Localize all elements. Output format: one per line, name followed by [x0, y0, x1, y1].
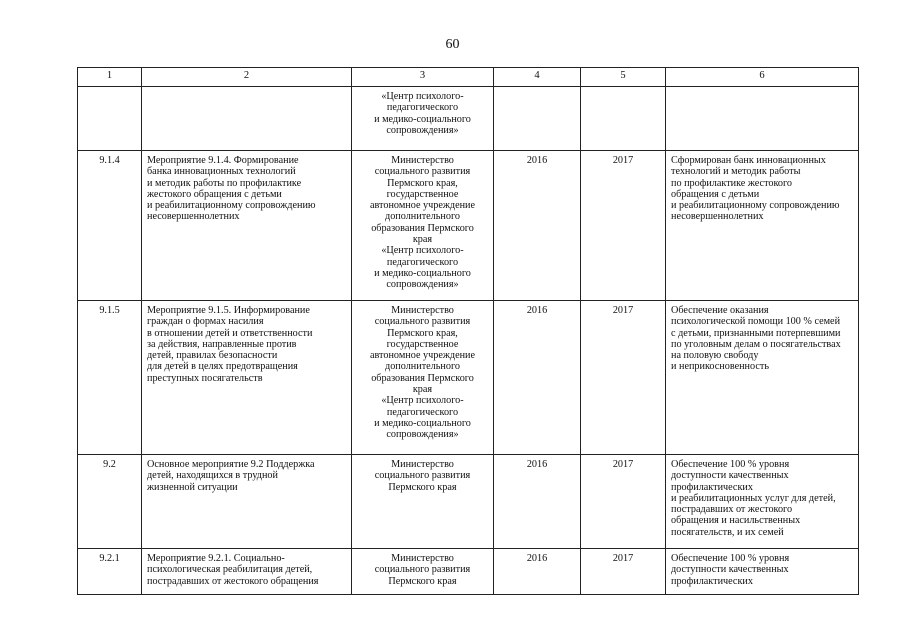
executor-cell: Министерство социального развития Пермского края: [352, 455, 494, 549]
activity-cell: [142, 87, 352, 151]
row-number-cell: 9.1.4: [78, 151, 142, 301]
program-table: [77, 67, 859, 595]
row-number-cell: 9.1.5: [78, 301, 142, 455]
executor-cell: Министерство социального развития Пермского края, государственное автономное учреждение дополнительного образования Пермского края «Центр психолого- педагогического и медико-социального сопровождения»: [352, 151, 494, 301]
result-cell: [666, 87, 859, 151]
activity-cell: Мероприятие 9.2.1. Социально- психологическая реабилитация детей, пострадавших от жестокого обращения: [142, 549, 352, 595]
table-row: [78, 151, 859, 301]
end-year-cell: [581, 87, 666, 151]
column-header: 6: [666, 68, 859, 87]
start-year-cell: [494, 87, 581, 151]
start-year-cell: 2016: [494, 301, 581, 455]
start-year-cell: 2016: [494, 455, 581, 549]
result-cell: Обеспечение 100 % уровня доступности качественных профилактических и реабилитационных услуг для детей, пострадавших от жестокого обращения и насильственных посягательств, и их семей: [666, 455, 859, 549]
table-row: [78, 549, 859, 595]
activity-cell: Мероприятие 9.1.5. Информирование граждан о формах насилия в отношении детей и ответственности за действия, направленные против детей, правилах безопасности для детей в целях предотвращения преступных посягательств: [142, 301, 352, 455]
column-header: 1: [78, 68, 142, 87]
column-header: 3: [352, 68, 494, 87]
column-header: 2: [142, 68, 352, 87]
executor-cell: «Центр психолого- педагогического и медико-социального сопровождения»: [352, 87, 494, 151]
result-cell: Обеспечение 100 % уровня доступности качественных профилактических: [666, 549, 859, 595]
activity-cell: Основное мероприятие 9.2 Поддержка детей, находящихся в трудной жизненной ситуации: [142, 455, 352, 549]
result-cell: Обеспечение оказания психологической помощи 100 % семей с детьми, признанными потерпевшими по уголовным делам о посягательствах на половую свободу и неприкосновенность: [666, 301, 859, 455]
activity-cell: Мероприятие 9.1.4. Формирование банка инновационных технологий и методик работы по профилактике жестокого обращения с детьми и реабилитационному сопровождению несовершеннолетних: [142, 151, 352, 301]
column-header: 4: [494, 68, 581, 87]
executor-cell: Министерство социального развития Пермского края, государственное автономное учреждение дополнительного образования Пермского края «Центр психолого- педагогического и медико-социального сопровождения»: [352, 301, 494, 455]
result-cell: Сформирован банк инновационных технологий и методик работы по профилактике жестокого обращения с детьми и реабилитационному сопровождению несовершеннолетних: [666, 151, 859, 301]
page-number: 60: [445, 37, 460, 52]
row-number-cell: [78, 87, 142, 151]
end-year-cell: 2017: [581, 455, 666, 549]
table-row: [78, 455, 859, 549]
executor-cell: Министерство социального развития Пермского края: [352, 549, 494, 595]
table-row: [78, 87, 859, 151]
end-year-cell: 2017: [581, 151, 666, 301]
end-year-cell: 2017: [581, 549, 666, 595]
column-header: 5: [581, 68, 666, 87]
row-number-cell: 9.2: [78, 455, 142, 549]
row-number-cell: 9.2.1: [78, 549, 142, 595]
start-year-cell: 2016: [494, 151, 581, 301]
table-header-row: [78, 68, 859, 87]
table-row: [78, 301, 859, 455]
start-year-cell: 2016: [494, 549, 581, 595]
end-year-cell: 2017: [581, 301, 666, 455]
